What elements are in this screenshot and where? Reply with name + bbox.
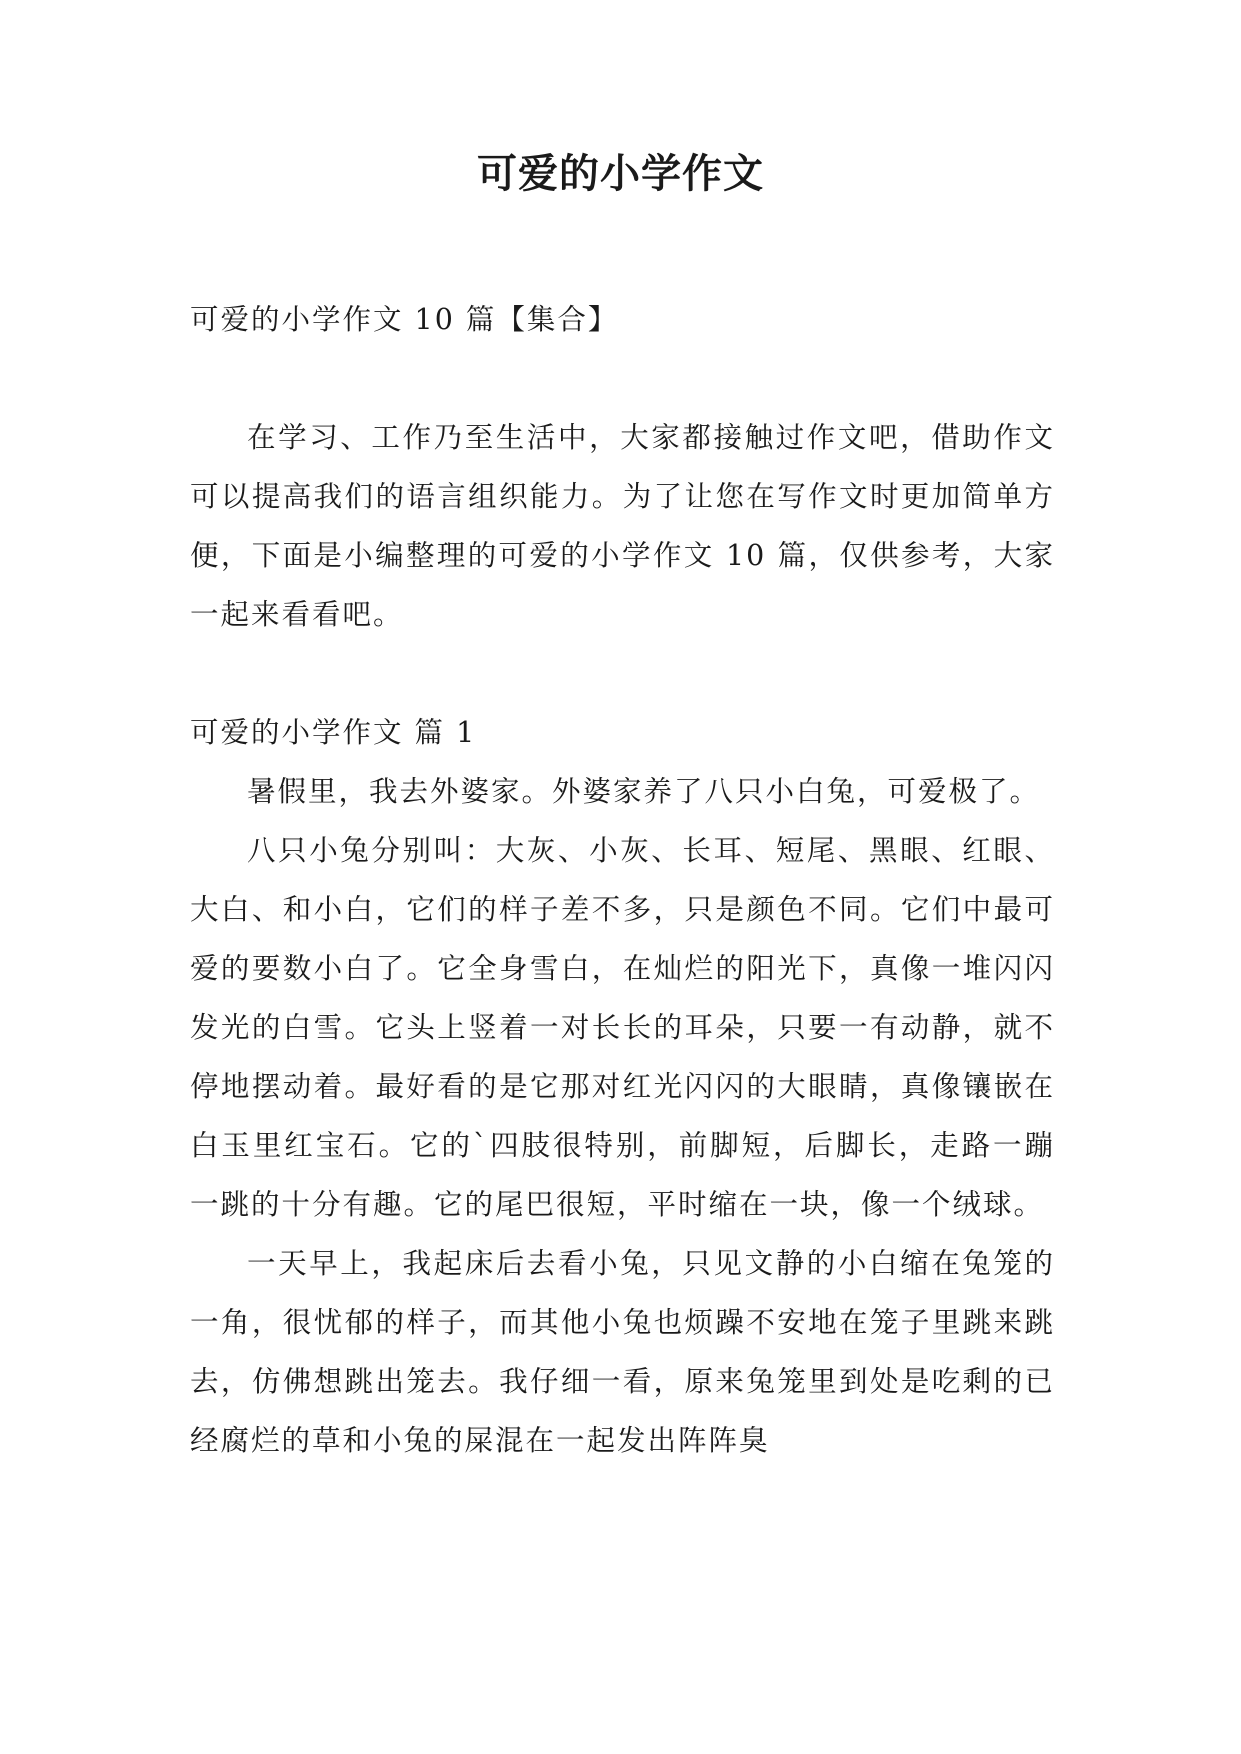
document-body [190,290,1055,1470]
body-paragraph-3: 一天早上，我起床后去看小兔，只见文静的小白缩在兔笼的一角，很忧郁的样子，而其他小兔也烦躁不安地在笼子里跳来跳去，仿佛想跳出笼去。我仔细一看，原来兔笼里到处是吃剩的已经腐烂的草和小兔的屎混在一起发出阵阵臭 [190,1247,1055,1457]
document-title: 可爱的小学作文 [477,150,764,197]
body-paragraph-1: 暑假里，我去外婆家。外婆家养了八只小白兔，可爱极了。 [247,775,1041,808]
document-subtitle: 可爱的小学作文 10 篇【集合】 [190,303,619,336]
section-heading: 可爱的小学作文 篇 1 [190,716,477,749]
body-paragraph-2: 八只小兔分别叫：大灰、小灰、长耳、短尾、黑眼、红眼、大白、和小白，它们的样子差不多，只是颜色不同。它们中最可爱的要数小白了。它全身雪白，在灿烂的阳光下，真像一堆闪闪发光的白雪。它头上竖着一对长长的耳朵，只要一有动静，就不停地摆动着。最好看的是它那对红光闪闪的大眼睛，真像镶嵌在白玉里红宝石。它的`四肢很特别，前脚短，后脚长，走路一蹦一跳的十分有趣。它的尾巴很短，平时缩在一块，像一个绒球。 [190,834,1055,1221]
intro-paragraph: 在学习、工作乃至生活中，大家都接触过作文吧，借助作文可以提高我们的语言组织能力。为了让您在写作文时更加简单方便，下面是小编整理的可爱的小学作文 10 篇，仅供参考，大家一起来看看吧。 [190,421,1055,631]
